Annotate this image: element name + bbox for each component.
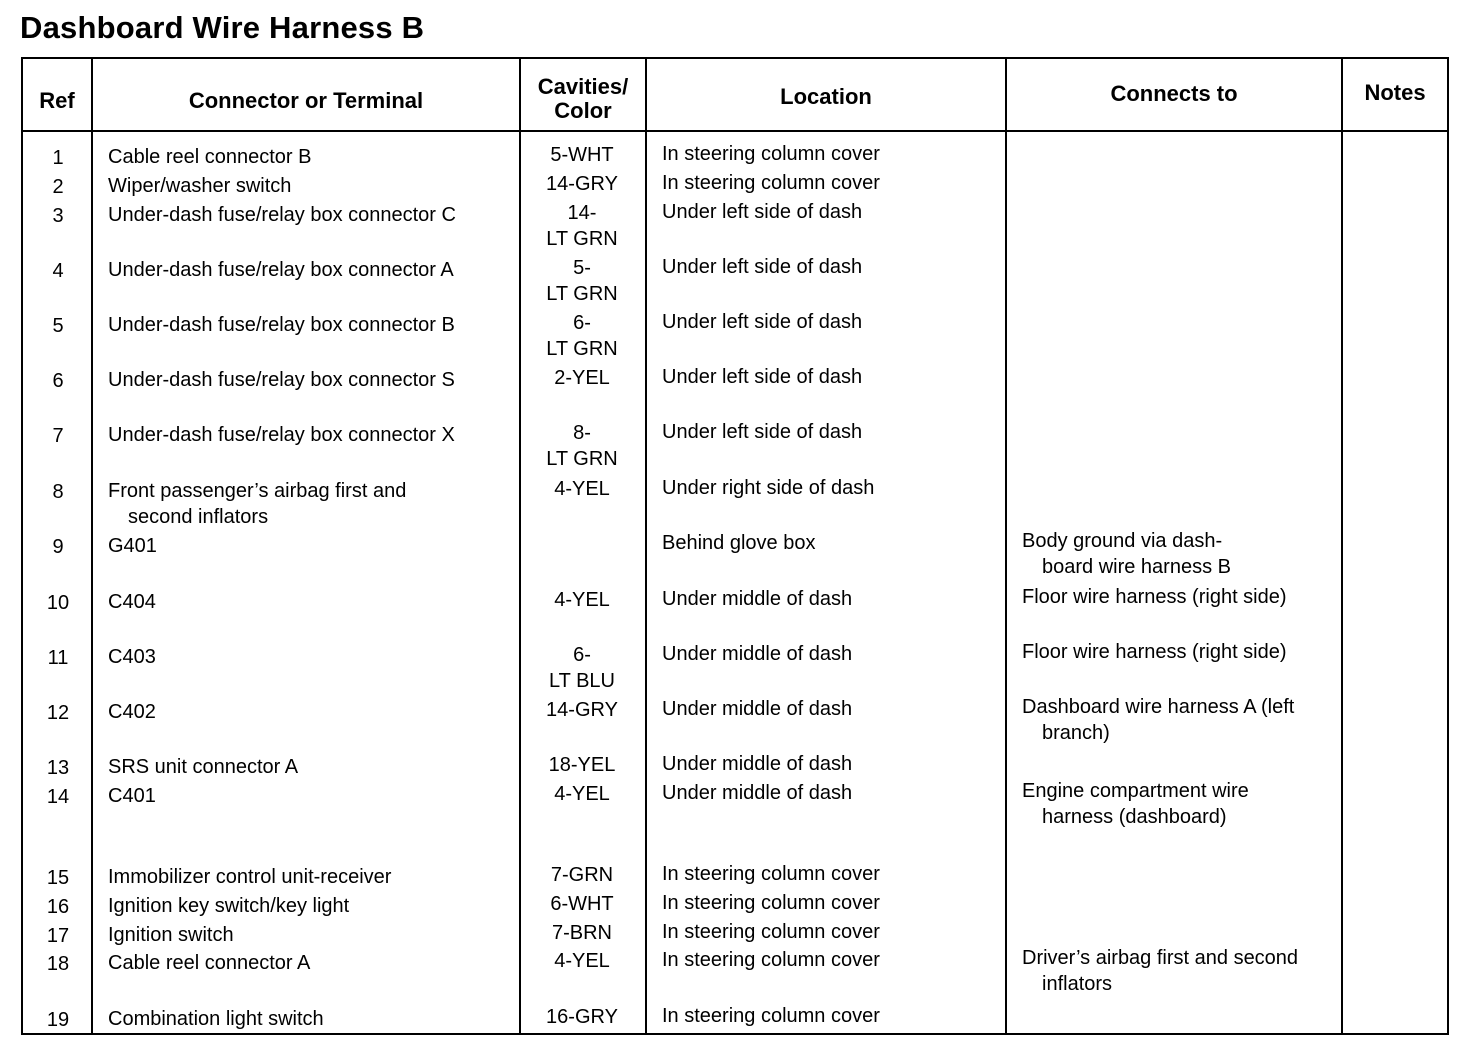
cell-cavities: 6-WHT xyxy=(550,893,614,915)
cell-ref: 14 xyxy=(46,786,70,808)
cell-connector: Under-dash fuse/relay box connector B xyxy=(108,314,455,336)
cell-location: Under middle of dash xyxy=(662,588,853,610)
header-ref: Ref xyxy=(39,88,75,113)
header-location: Location xyxy=(780,84,872,109)
cell-connector: C404 xyxy=(108,591,156,613)
cell-ref: 11 xyxy=(47,647,69,669)
cell-cavities: 7-BRN xyxy=(551,922,612,944)
cell-cavities: 4-YEL xyxy=(554,589,610,611)
cell-ref: 19 xyxy=(46,1009,70,1031)
cell-connector: Front passenger’s airbag first and second inflators xyxy=(108,480,407,528)
cell-connector: G401 xyxy=(108,535,157,557)
cell-connects-to: Engine compartment wire harness (dashboard) xyxy=(1022,780,1249,828)
cell-cavities: 7-GRN xyxy=(550,864,614,886)
cell-location: Under left side of dash xyxy=(662,201,863,223)
cell-ref: 6 xyxy=(52,370,64,392)
cell-location: In steering column cover xyxy=(662,949,880,971)
cell-connector: Under-dash fuse/relay box connector C xyxy=(108,204,456,226)
cell-cavities: 16-GRY xyxy=(546,1006,618,1028)
cell-cavities: 6- LT BLU xyxy=(549,644,615,692)
page-title: Dashboard Wire Harness B xyxy=(20,10,425,45)
cell-location: In steering column cover xyxy=(662,172,880,194)
header-connector: Connector or Terminal xyxy=(188,88,424,113)
cell-location: Under middle of dash xyxy=(662,698,853,720)
header-notes: Notes xyxy=(1364,80,1426,105)
cell-ref: 17 xyxy=(46,925,70,947)
cell-connector: Under-dash fuse/relay box connector S xyxy=(108,369,455,391)
cell-connector: C402 xyxy=(108,701,156,723)
cell-cavities: 14-GRY xyxy=(546,173,618,195)
column-divider xyxy=(645,59,647,1033)
cell-ref: 3 xyxy=(52,205,64,227)
cell-location: Under middle of dash xyxy=(662,782,853,804)
cell-ref: 2 xyxy=(52,176,64,198)
cell-connector: C403 xyxy=(108,646,156,668)
cell-location: Under middle of dash xyxy=(662,643,853,665)
column-divider xyxy=(1005,59,1007,1033)
header-connects-to: Connects to xyxy=(1110,81,1238,106)
cell-connector: Ignition key switch/key light xyxy=(108,895,350,917)
cell-location: Behind glove box xyxy=(662,532,816,554)
cell-location: Under left side of dash xyxy=(662,311,863,333)
cell-ref: 10 xyxy=(46,592,70,614)
cell-cavities: 14- LT GRN xyxy=(546,202,618,250)
cell-location: Under left side of dash xyxy=(662,421,863,443)
cell-ref: 12 xyxy=(46,702,70,724)
cell-location: In steering column cover xyxy=(662,863,880,885)
cell-location: In steering column cover xyxy=(662,143,880,165)
cell-ref: 18 xyxy=(46,953,70,975)
cell-ref: 1 xyxy=(52,147,64,169)
cell-connector: SRS unit connector A xyxy=(108,756,299,778)
cell-cavities: 14-GRY xyxy=(546,699,618,721)
cell-cavities: 4-YEL xyxy=(554,783,610,805)
cell-cavities: 18-YEL xyxy=(548,754,616,776)
cell-ref: 15 xyxy=(46,867,70,889)
cell-location: Under middle of dash xyxy=(662,753,853,775)
cell-connector: Immobilizer control unit-receiver xyxy=(108,866,392,888)
cell-ref: 7 xyxy=(52,425,64,447)
cell-connector: C401 xyxy=(108,785,156,807)
header-cavities: Cavities/ Color xyxy=(537,74,629,123)
cell-connector: Cable reel connector B xyxy=(108,146,312,168)
cell-connector: Under-dash fuse/relay box connector A xyxy=(108,259,454,281)
cell-location: Under left side of dash xyxy=(662,366,863,388)
cell-connects-to: Floor wire harness (right side) xyxy=(1022,586,1287,608)
cell-ref: 4 xyxy=(52,260,64,282)
cell-location: Under right side of dash xyxy=(662,477,875,499)
cell-cavities: 4-YEL xyxy=(554,950,610,972)
cell-ref: 5 xyxy=(52,315,64,337)
cell-ref: 13 xyxy=(46,757,70,779)
cell-ref: 9 xyxy=(52,536,64,558)
cell-connects-to: Floor wire harness (right side) xyxy=(1022,641,1287,663)
cell-ref: 16 xyxy=(46,896,70,918)
cell-connects-to: Body ground via dash- board wire harness B xyxy=(1022,530,1231,578)
cell-location: Under left side of dash xyxy=(662,256,863,278)
cell-connector: Combination light switch xyxy=(108,1008,324,1030)
cell-connects-to: Dashboard wire harness A (left branch) xyxy=(1022,696,1295,744)
cell-connector: Wiper/washer switch xyxy=(108,175,292,197)
cell-ref: 8 xyxy=(52,481,64,503)
harness-table xyxy=(21,57,1449,1035)
cell-cavities: 5-WHT xyxy=(550,144,614,166)
cell-connects-to: Driver’s airbag first and second inflators xyxy=(1022,947,1299,995)
cell-cavities: 2-YEL xyxy=(554,367,610,389)
cell-cavities: 5- LT GRN xyxy=(546,257,618,305)
cell-location: In steering column cover xyxy=(662,921,880,943)
cell-connector: Ignition switch xyxy=(108,924,234,946)
cell-cavities: 4-YEL xyxy=(554,478,610,500)
column-divider xyxy=(91,59,93,1033)
cell-location: In steering column cover xyxy=(662,1005,880,1027)
cell-connector: Under-dash fuse/relay box connector X xyxy=(108,424,455,446)
cell-cavities: 6- LT GRN xyxy=(546,312,618,360)
cell-location: In steering column cover xyxy=(662,892,880,914)
cell-cavities: 8- LT GRN xyxy=(546,422,618,470)
cell-connector: Cable reel connector A xyxy=(108,952,311,974)
